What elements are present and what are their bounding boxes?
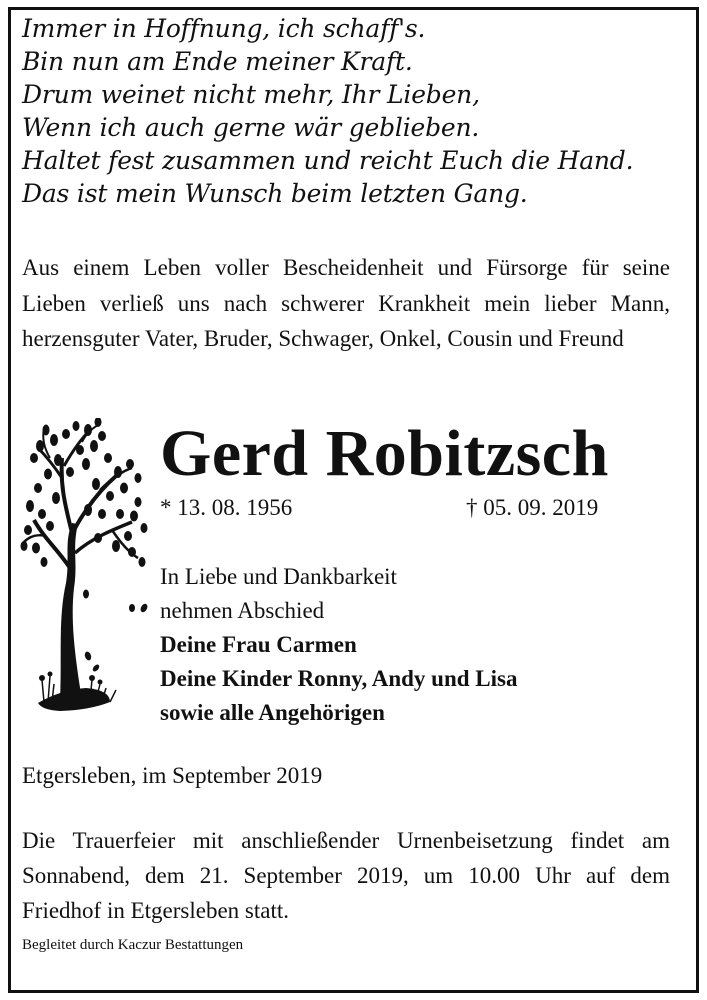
- death-date: † 05. 09. 2019: [466, 495, 599, 520]
- mourners: [160, 560, 660, 730]
- poem-line: Das ist mein Wunsch beim letzten Gang.: [22, 179, 528, 208]
- poem-line: Immer in Hoffnung, ich schaff's.: [22, 14, 426, 43]
- birth-date: * 13. 08. 1956: [160, 495, 293, 520]
- undertaker-credit: Begleitet durch Kaczur Bestattungen: [22, 937, 244, 953]
- place-date: Etgersleben, im September 2019: [22, 763, 323, 788]
- funeral-info: Die Trauerfeier mit anschließender Urnenbeisetzung findet am Sonnabend, dem 21. September 2019, um 10.00 Uhr auf dem Friedhof in Etgersleben statt.: [22, 828, 670, 923]
- poem-line: Bin nun am Ende meiner Kraft.: [22, 47, 413, 76]
- intro-text: Aus einem Leben voller Bescheidenheit und Fürsorge für seine Lieben verließ uns nach schwerer Krankheit mein lieber Mann, herzensguter Vater, Bruder, Schwager, Onkel, Cousin und Freund: [22, 255, 670, 351]
- poem-line: Haltet fest zusammen und reicht Euch die Hand.: [22, 146, 634, 175]
- tree-icon: [20, 418, 152, 718]
- mourners-line: In Liebe und Dankbarkeit: [160, 564, 397, 589]
- poem-line: Drum weinet nicht mehr, Ihr Lieben,: [22, 80, 480, 109]
- mourner-name: sowie alle Angehörigen: [160, 700, 385, 725]
- mourners-line: nehmen Abschied: [160, 598, 325, 623]
- deceased-name: Gerd Robitzsch: [160, 417, 609, 490]
- poem-line: Wenn ich auch gerne wär geblieben.: [22, 113, 480, 142]
- mourner-name: Deine Kinder Ronny, Andy und Lisa: [160, 666, 518, 691]
- mourner-name: Deine Frau Carmen: [160, 632, 357, 657]
- poem: [22, 12, 662, 210]
